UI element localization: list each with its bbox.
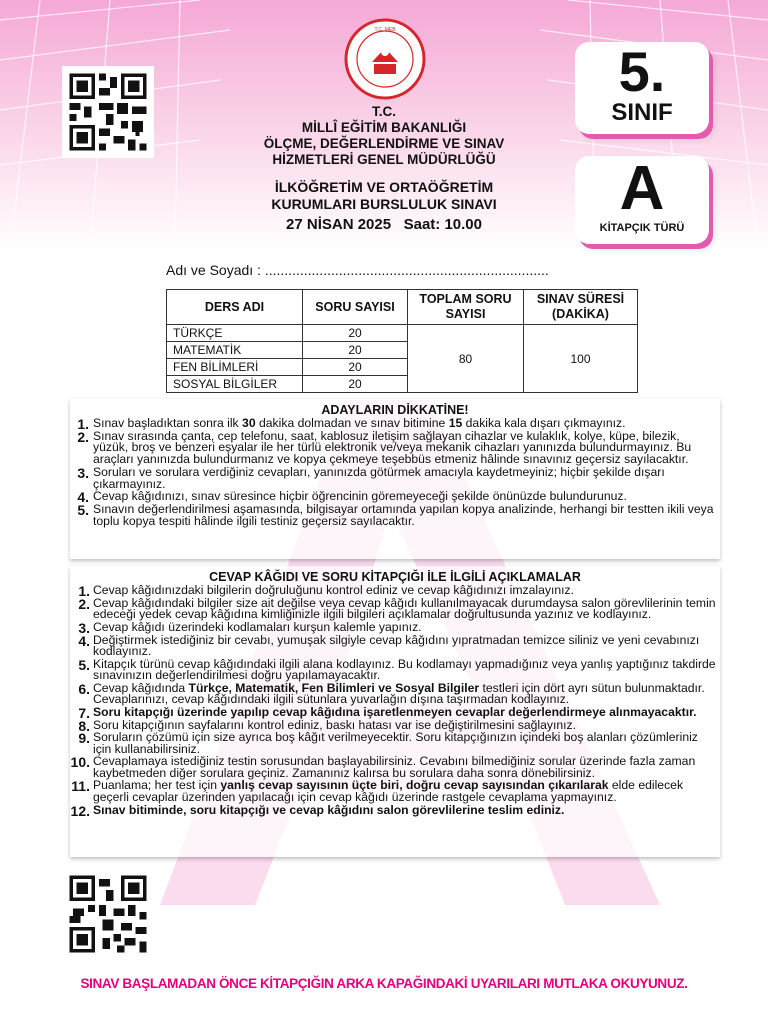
instruction-item-text: Soru kitapçığının sayfalarını kontrol ediniz, baskı hatası var ise değiştirilmesini sağlayınız. bbox=[93, 717, 576, 732]
instruction-item bbox=[70, 619, 720, 636]
exam-date: 27 NİSAN 2025 bbox=[286, 216, 392, 233]
notice-item-number: 4. bbox=[77, 489, 89, 506]
grade-card bbox=[575, 42, 709, 134]
name-field[interactable] bbox=[166, 262, 549, 278]
instruction-item bbox=[70, 704, 720, 721]
notice-item-text: Sınav başladıktan sonra ilk 30 dakika dolmadan ve sınav bitimine 15 dakika kala dışarı çıkmayınız. bbox=[93, 416, 626, 430]
qr-code-bottom bbox=[62, 868, 154, 960]
instruction-item-text: Soruların çözümü için size ayrıca boş kâğıt verilmeyecektir. Soru kitapçığınızın içindeki boş alanları çözümleriniz için kullanabilirsiniz. bbox=[93, 730, 698, 756]
notice-item-number: 5. bbox=[77, 502, 89, 519]
instruction-item bbox=[70, 680, 720, 707]
count-cell: 20 bbox=[303, 342, 408, 359]
booklet-type-card bbox=[575, 156, 709, 244]
instructions-panel bbox=[70, 566, 720, 857]
notice-item-text: Cevap kâğıdınızı, sınav süresince hiçbir öğrencinin göremeyeceği şekilde önünüzde bulundurunuz. bbox=[93, 489, 627, 504]
header-line: MİLLÎ EĞİTİM BAKANLIĞI bbox=[301, 120, 467, 135]
subject-cell: MATEMATİK bbox=[167, 342, 303, 359]
table-header: SINAV SÜRESİ (DAKİKA) bbox=[524, 290, 638, 325]
table-header: SORU SAYISI bbox=[303, 290, 408, 325]
notice-list bbox=[70, 418, 720, 528]
grade-number: 5. bbox=[618, 40, 666, 103]
notice-item bbox=[70, 504, 720, 527]
instruction-item-text: Puanlama; her test için yanlış cevap sayısının üçte biri, doğru cevap sayısından çıkarılarak elde edilecek geçerli cevaplar üzerinden yapılacağı için cevap kâğıdı üzerinde rastgele cevaplama yapmayınız. bbox=[93, 778, 684, 804]
exam-time: Saat: 10.00 bbox=[403, 216, 482, 233]
instruction-item bbox=[70, 732, 720, 755]
instruction-item-text: Cevap kâğıdında Türkçe, Matematik, Fen Bilimleri ve Sosyal Bilgiler testleri için dört ayrı sütun bulunmaktadır. Cevaplarınızı, cevap kâğıdındaki ilgili sütunlara yuvarlağın dışına taşırmadan kodlayınız. bbox=[93, 680, 705, 707]
instruction-item bbox=[70, 780, 720, 803]
notice-item-text: Sınav sırasında çanta, cep telefonu, saat, kablosuz iletişim sağlayan cihazlar ve kulaklık, kolye, küpe, bilezik, yüzük, broş ve benzeri eşyalar ile her türlü elektronik ve/veya mekanik cihazları yanınızda bulundurmayınız. Bu araçları yanınızda bulundurmanız ve kopya çekmeye teşebbüs etmeniz hâlinde sınavınız geçersiz sayılacaktır. bbox=[93, 428, 692, 467]
instruction-item bbox=[70, 802, 720, 819]
meb-logo-icon bbox=[344, 18, 426, 100]
instruction-item bbox=[70, 632, 720, 658]
notice-title: ADAYLARIN DİKKATİNE! bbox=[321, 403, 469, 417]
grade-label: SINIF bbox=[611, 99, 673, 126]
notice-item-number: 2. bbox=[77, 428, 89, 445]
svg-text:T.C. MEB: T.C. MEB bbox=[374, 27, 396, 33]
notice-item bbox=[70, 464, 720, 491]
booklet-letter: A bbox=[619, 154, 665, 223]
instruction-item bbox=[70, 656, 720, 683]
instruction-item bbox=[70, 595, 720, 622]
candidate-notice-panel bbox=[70, 399, 720, 559]
instruction-item bbox=[70, 583, 720, 599]
booklet-label: KİTAPÇIK TÜRÜ bbox=[599, 222, 685, 234]
header-line: HİZMETLERİ GENEL MÜDÜRLÜĞÜ bbox=[272, 152, 496, 167]
instruction-item-text: Cevap kâğıdınızdaki bilgilerin doğruluğunu kontrol ediniz ve cevap kâğıdınızı imzalayınız. bbox=[93, 583, 575, 597]
exam-title-line: KURUMLARI BURSLULUK SINAVI bbox=[271, 196, 497, 212]
notice-item bbox=[70, 418, 720, 430]
subject-cell: SOSYAL BİLGİLER bbox=[167, 376, 303, 393]
exam-date-time bbox=[200, 216, 568, 234]
instruction-item-number: 2. bbox=[78, 595, 90, 612]
qr-code-icon bbox=[62, 66, 154, 158]
exam-title-line: İLKÖĞRETİM VE ORTAÖĞRETİM bbox=[274, 179, 494, 195]
instruction-item-text: Sınav bitiminde, soru kitapçığı ve cevap kâğıdını salon görevlilerine teslim ediniz. bbox=[93, 802, 565, 817]
count-cell: 20 bbox=[303, 359, 408, 376]
notice-item-text: Soruları ve sorulara verdiğiniz cevapları, yanınızda götürmek amacıyla kaydetmeyiniz; hiçbir şekilde dışarı çıkarmayınız. bbox=[93, 464, 665, 491]
table-header: DERS ADI bbox=[167, 290, 303, 325]
qr-code-icon bbox=[62, 868, 154, 960]
count-cell: 20 bbox=[303, 325, 408, 342]
name-field-label: Adı ve Soyadı : bbox=[166, 262, 261, 278]
notice-item-number: 3. bbox=[77, 464, 89, 481]
instruction-item-text: Cevap kâğıdındaki bilgiler size ait değilse veya cevap kâğıdı kullanılmayacak durumdaysa salon görevlilerinin temin edeceği yedek cevap kâğıdına kimliğinizle ilgili bilgileri açıklamalar doğrultusunda yazınız ve kodlayınız. bbox=[93, 595, 716, 622]
instruction-item-number: 4. bbox=[78, 632, 90, 649]
instruction-item-number: 7. bbox=[78, 704, 90, 721]
qr-code-top bbox=[62, 66, 154, 158]
subject-cell: FEN BİLİMLERİ bbox=[167, 359, 303, 376]
duration-cell: 100 bbox=[524, 325, 638, 393]
instruction-item-number: 5. bbox=[78, 656, 90, 673]
instruction-item-number: 6. bbox=[78, 680, 90, 697]
notice-item bbox=[70, 428, 720, 467]
exam-title bbox=[200, 179, 568, 213]
subject-cell: TÜRKÇE bbox=[167, 325, 303, 342]
instructions-list bbox=[70, 583, 720, 819]
instruction-item-number: 11. bbox=[71, 778, 90, 795]
name-field-dots: ......................................................................... bbox=[264, 262, 549, 278]
instruction-item-text: Değiştirmek istediğiniz bir cevabı, yumuşak silgiyle cevap kâğıdını yıpratmadan temizce siliniz ve yeni cevabınızı kodlayınız. bbox=[93, 632, 700, 658]
instruction-item-text: Cevaplamaya istediğiniz testin sorusundan başlayabilirsiniz. Cevabını bilmediğiniz sorular üzerinde fazla zaman kaybetmeden diğer sorulara geçiniz. Zamanınız kalırsa bu sorulara daha sonra dönebilirsiniz. bbox=[93, 754, 696, 780]
instruction-item bbox=[70, 756, 720, 779]
exam-info-table bbox=[166, 289, 638, 393]
table-row bbox=[167, 325, 638, 342]
instruction-item-number: 1. bbox=[78, 583, 90, 599]
notice-item-text: Sınavın değerlendirilmesi aşamasında, bilgisayar ortamında yapılan kopya analizinde, herhangi bir testten ikili veya toplu kopya tespiti hâlinde ilgili testiniz geçersiz sayılacaktır. bbox=[93, 502, 714, 528]
notice-item-number: 1. bbox=[77, 416, 89, 432]
instruction-item-text: Cevap kâğıdı üzerindeki kodlamaları kurşun kalemle yapınız. bbox=[93, 619, 422, 634]
instruction-item-text: Soru kitapçığı üzerinde yapılıp cevap kâğıdına işaretlenmeyen cevaplar değerlendirmeye alınmayacaktır. bbox=[93, 704, 697, 719]
header-line: ÖLÇME, DEĞERLENDİRME VE SINAV bbox=[263, 136, 505, 151]
instruction-item-number: 9. bbox=[78, 730, 90, 747]
instruction-item-number: 12. bbox=[70, 802, 90, 819]
table-header: TOPLAM SORU SAYISI bbox=[408, 290, 524, 325]
notice-item bbox=[70, 489, 720, 506]
count-cell: 20 bbox=[303, 376, 408, 393]
instruction-item bbox=[70, 717, 720, 734]
instruction-item-number: 10. bbox=[70, 754, 90, 771]
instruction-item-text: Kitapçık türünü cevap kâğıdındaki ilgili alana kodlayınız. Bu kodlamayı yapmadığınız veya yanlış yaptığınız takdirde sınavınızın değerlendirilmesi doğru yapılamayacaktır. bbox=[93, 656, 716, 683]
instructions-title: CEVAP KÂĞIDI VE SORU KİTAPÇIĞI İLE İLGİLİ AÇIKLAMALAR bbox=[209, 570, 581, 584]
instruction-item-number: 8. bbox=[78, 717, 90, 734]
total-cell: 80 bbox=[408, 325, 524, 393]
ministry-header bbox=[200, 104, 568, 168]
instruction-item-number: 3. bbox=[78, 619, 90, 636]
footer-warning: SINAV BAŞLAMADAN ÖNCE KİTAPÇIĞIN ARKA KAPAĞINDAKİ UYARILARI MUTLAKA OKUYUNUZ. bbox=[80, 976, 688, 991]
header-line: T.C. bbox=[371, 104, 396, 119]
